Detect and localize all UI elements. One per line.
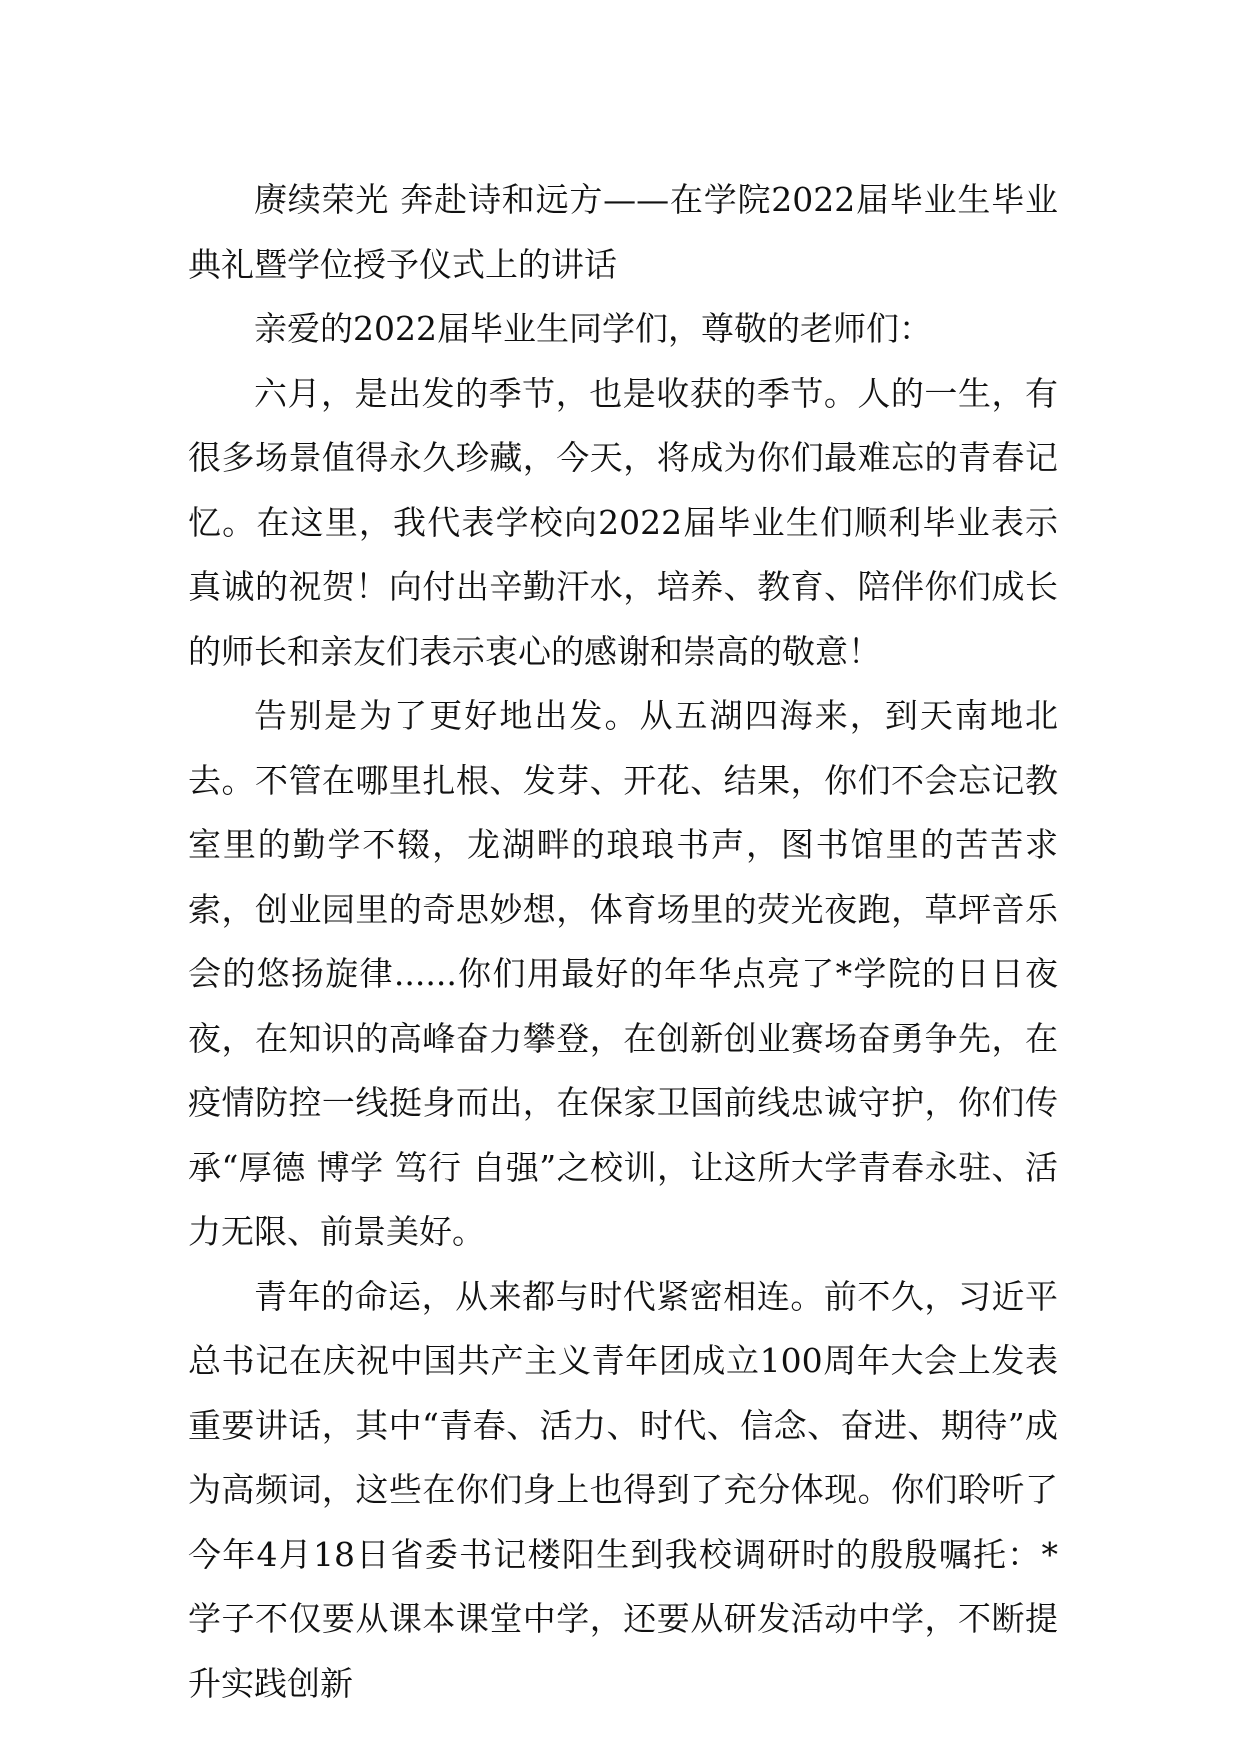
body-paragraph: 告别是为了更好地出发。从五湖四海来，到天南地北去。不管在哪里扎根、发芽、开花、结果，你们不会忘记教室里的勤学不辍，龙湖畔的琅琅书声，图书馆里的苦苦求索，创业园里的奇思妙想，体育场里的荧光夜跑，草坪音乐会的悠扬旋律......你们用最好的年华点亮了*学院的日日夜夜，在知识的高峰奋力攀登，在创新创业赛场奋勇争先，在疫情防控一线挺身而出，在保家卫国前线忠诚守护，你们传承“厚德 博学 笃行 自强”之校训，让这所大学青春永驻、活力无限、前景美好。 [188, 696, 1058, 1251]
document-body [188, 168, 1058, 1716]
document-title: 赓续荣光 奔赴诗和远方——在学院2022届毕业生毕业典礼暨学位授予仪式上的讲话 [188, 180, 1058, 284]
salutation: 亲爱的2022届毕业生同学们，尊敬的老师们： [254, 309, 932, 348]
body-paragraph: 青年的命运，从来都与时代紧密相连。前不久，习近平总书记在庆祝中国共产主义青年团成立100周年大会上发表重要讲话，其中“青春、活力、时代、信念、奋进、期待”成为高频词，这些在你们身上也得到了充分体现。你们聆听了今年4月18日省委书记楼阳生到我校调研时的殷殷嘱托：*学子不仅要从课本课堂中学，还要从研发活动中学，不断提升实践创新 [188, 1276, 1058, 1703]
body-paragraph: 六月，是出发的季节，也是收获的季节。人的一生，有很多场景值得永久珍藏，今天，将成为你们最难忘的青春记忆。在这里，我代表学校向2022届毕业生们顺利毕业表示真诚的祝贺！向付出辛勤汗水，培养、教育、陪伴你们成长的师长和亲友们表示衷心的感谢和崇高的敬意！ [188, 373, 1058, 671]
